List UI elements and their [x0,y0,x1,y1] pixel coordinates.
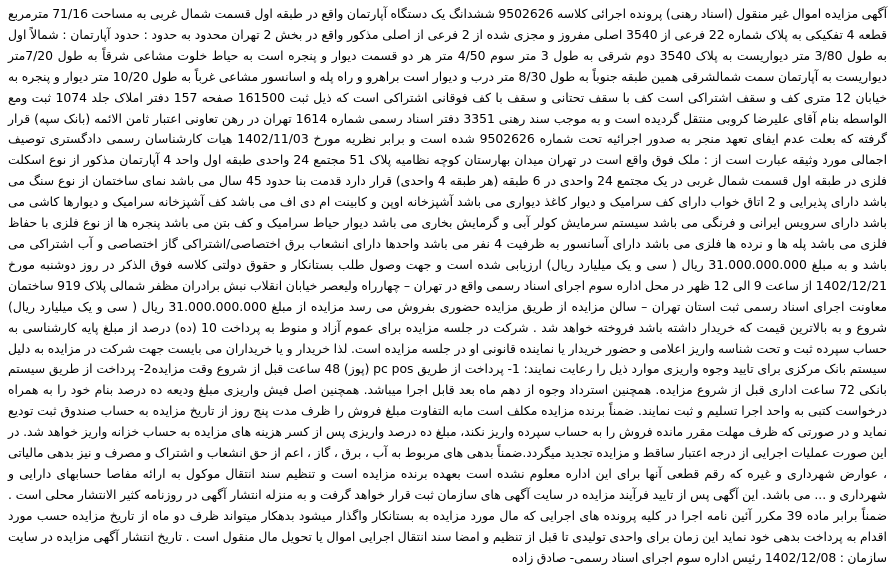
auction-notice-text: آگهی مزایده اموال غیر منقول (اسناد رهنی) پرونده اجرائی کلاسه 9502626 ششدانگ یک دستگاه آپارتمان واقع در طبقه اول قسمت شمال غربی به مساحت 71/16 مترمربع قطعه 4 تفکیکی به پلاک شماره 22 فرعی از 3540 اصلی مفروز و مجزی شده از 2 فرعی از اصلی مذکور واقع در بخش 2 تهران محدود به حدود : حدود آپارتمان : شمالاً اول به طول 3/80 متر دیواریست به پلاک 3540 دوم شرقی به طول 3 متر سوم 4/50 متر هر دو قسمت دیوار و پنجره است به حیاط خلوت مشاعی شرقاً به طول 7/20متر دیواریست به آپارتمان سمت شمالشرقی همین طبقه جنوباً به طول 8/30 متر درب و دیوار است براهرو و راه پله و اسانسور مشاعی غرباً به طول 10/20 متر دیوار و پنجره به خیابان 12 متری کف و سقف اشتراکی است کف با سقف تحتانی و سقف با کف فوقانی اشتراکی است که ذیل ثبت 161500 صفحه 157 دفتر املاک جلد 1074 ثبت ومع الواسطه بنام آقای علیرضا کروبی منتقل گردیده است و به موجب سند رهنی 3351 دفتر اسناد رسمی شماره 1614 تهران در رهن تعاونی اعتبار ثامن الائمه (بانک سپه) قرار گرفته که بعلت عدم ایفای تعهد منجر به صدور اجرائیه تحت شماره 9502626 شده است و برابر نظریه مورخ 1402/11/03 هیات کارشناسان رسمی دادگستری توصیف اجمالی مورد وثیقه عبارت است از : ملک فوق واقع است در تهران میدان بهارستان کوچه نظامیه پلاک 51 مجتمع 24 واحدی طبقه اول واحد 4 آپارتمان مذکور از نوع اسکلت فلزی در طبقه اول قسمت شمال غربی در یک مجتمع 24 واحدی در 6 طبقه (هر طبقه 4 واحدی) قرار دارد قدمت بنا حدود 45 سال می باشد نمای ساختمان از نوع سنگ می باشد دارای پذیرایی و 2 اتاق خواب دارای کف سرامیک و دیوار کاغذ دیواری می باشد آشپزخانه اوپن و کابینت ام دی اف می باشد کف آشپزخانه سرامیک و دیوارها کاشی می باشد دارای سرویس ایرانی و فرنگی می باشد سیستم سرمایش کولر آبی و گرمایش بخاری می باشد دیوار حیاط سرامیک و کف بتن می باشد پنجره ها از نوع فلزی با حفاظ فلزی می باشد پله ها و نرده ها فلزی می باشد دارای آسانسور به ظرفیت 4 نفر می باشد واحدها دارای انشعاب برق اختصاصی/اشتراکی گاز اختصاصی و آب اشتراکی می باشد و به مبلغ 31.000.000.000 ریال ( سی و یک میلیارد ریال) ارزیابی شده است و جهت وصول طلب بستانکار و حقوق دولتی کلاسه فوق الذکر در روز دوشنبه مورخ 1402/12/21 از ساعت 9 الی 12 ظهر در محل اداره سوم اجرای اسناد رسمی واقع در تهران – چهارراه ولیعصر خیابان انقلاب نبش برادران مظفر شمالی پلاک 919 ساختمان معاونت اجرای اسناد رسمی ثبت استان تهران – سالن مزایده از طریق مزایده حضوری بفروش می رسد مزایده از مبلغ 31.000.000.000 ریال ( سی و یک میلیارد ریال) شروع و به بالاترین قیمت که خریدار داشته باشد فروخته خواهد شد . شرکت در جلسه مزایده برای عموم آزاد و منوط به پرداخت 10 (ده) درصد از مبلغ پایه کارشناسی به حساب سپرده ثبت و تحت شناسه واریز اعلامی و حضور خریدار یا نماینده قانونی او در جلسه مزایده است. لذا خریدار و یا خریداران می بایست جهت شرکت در مزایده به دلیل سیستم بانک مرکزی برای تایید وجوه واریزی موارد ذیل را رعایت نمایند: 1- پرداخت از طریق pc pos (پوز) 48 ساعت قبل از شروع وقت مزایده2- پرداخت از طریق سیستم بانکی 72 ساعت اداری قبل از شروع مزایده. همچنین استرداد وجوه از دهم ماه بعد قابل اجرا میباشد. همچنین اصل فیش واریزی مبلغ ودیعه ده درصد بنام خود را به همراه درخواست کتبی به واحد اجرا تسلیم و ثبت نمایند. ضمناً برنده مزایده مکلف است مابه التفاوت مبلغ فروش را ظرف مدت پنج روز از تاریخ مزایده به حساب صندوق ثبت تودیع نماید و در صورتی که ظرف مهلت مقرر مانده فروش را به حساب سپرده واریز نکند، مبلغ ده درصد واریزی پس از کسر هزینه های مزایده به حساب خزانه واریز خواهد شد. در این صورت عملیات اجرایی از درجه اعتبار ساقط و مزایده تجدید میگردد.ضمناً بدهی های مربوط به آب ، برق ، گاز ، اعم از حق انشعاب و اشتراک و مصرف و نیز بدهی مالیاتی ، عوارض شهرداری و غیره که رقم قطعی آنها برای این اداره معلوم نشده است بعهده برنده مزایده است و تنظیم سند انتقال موکول به ارائه مفاصا حسابهای دارایی و شهرداری و ... می باشد. این آگهی پس از تایید فرآیند مزایده در سایت آگهی های سازمان ثبت قرار خواهد گرفت و به منزله انتشار آگهی در روزنامه کثیر الانتشار محلی است . ضمناً برابر ماده 39 مکرر آئین نامه اجرا در کلیه پرونده های اجرایی که مال مورد مزایده به بستانکار واگذار میشود بدهکار میتواند ظرف دو ماه از تاریخ مزایده حسب مورد اقدام به پرداخت بدهی خود نماید این زمان برای واحدی تولیدی تا قبل از تنظیم و امضا سند انتقال اجرایی اموال یا تحویل مال منقول است . تاریخ انتشار آگهی مزایده در سایت سازمان : 1402/12/08 رئیس اداره سوم اجرای اسناد رسمی- صادق زاده [8,6,888,565]
